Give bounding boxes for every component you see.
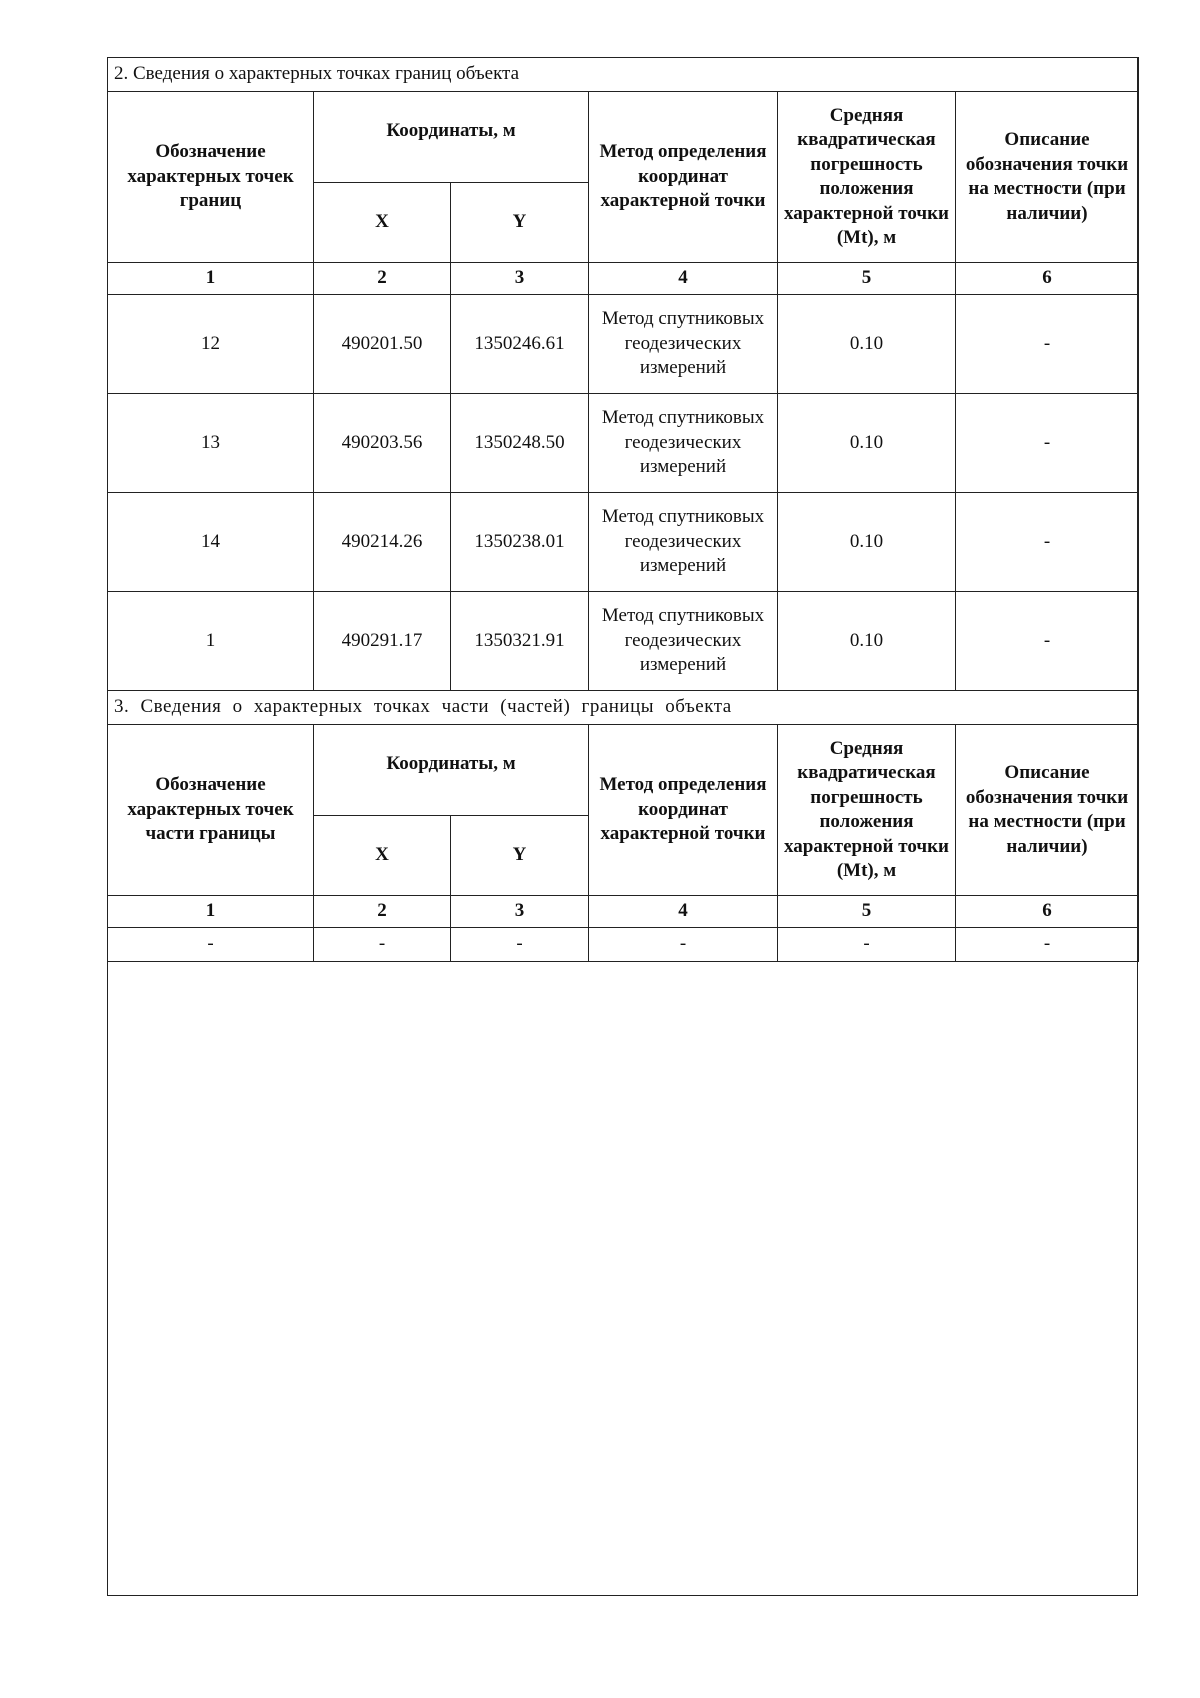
table-row xyxy=(108,295,1139,394)
header-description: Описание обозначения точки на местности (при наличии) xyxy=(956,92,1139,263)
point-id: - xyxy=(108,928,314,962)
coord-x: 490291.17 xyxy=(314,592,451,691)
description: - xyxy=(956,592,1139,691)
header-error: Средняя квадратическая погрешность положения характерной точки (Mt), м xyxy=(778,725,956,896)
method: Метод спутниковых геодезических измерений xyxy=(589,295,778,394)
coord-x: - xyxy=(314,928,451,962)
method: Метод спутниковых геодезических измерений xyxy=(589,493,778,592)
table-row xyxy=(108,592,1139,691)
col-number: 6 xyxy=(956,263,1139,295)
description: - xyxy=(956,493,1139,592)
col-number: 4 xyxy=(589,896,778,928)
col-number: 3 xyxy=(451,896,589,928)
coord-y: 1350248.50 xyxy=(451,394,589,493)
table-row xyxy=(108,928,1139,962)
method: - xyxy=(589,928,778,962)
col-number: 6 xyxy=(956,896,1139,928)
section-title: 2. Сведения о характерных точках границ объекта xyxy=(108,58,1139,92)
description: - xyxy=(956,928,1139,962)
error-mt: 0.10 xyxy=(778,295,956,394)
col-number: 1 xyxy=(108,263,314,295)
error-mt: 0.10 xyxy=(778,592,956,691)
header-error: Средняя квадратическая погрешность положения характерной точки (Mt), м xyxy=(778,92,956,263)
point-id: 12 xyxy=(108,295,314,394)
col-number: 3 xyxy=(451,263,589,295)
header-y: Y xyxy=(451,816,589,896)
header-coordinates: Координаты, м xyxy=(314,725,589,816)
header-description: Описание обозначения точки на местности (при наличии) xyxy=(956,725,1139,896)
error-mt: 0.10 xyxy=(778,394,956,493)
method: Метод спутниковых геодезических измерений xyxy=(589,592,778,691)
header-method: Метод определения координат характерной точки xyxy=(589,92,778,263)
coord-x: 490203.56 xyxy=(314,394,451,493)
col-number: 2 xyxy=(314,263,451,295)
header-designation: Обозначение характерных точек границ xyxy=(108,92,314,263)
section-title: 3. Сведения о характерных точках части (частей) границы объекта xyxy=(108,691,1139,725)
header-method: Метод определения координат характерной точки xyxy=(589,725,778,896)
coord-x: 490201.50 xyxy=(314,295,451,394)
error-mt: - xyxy=(778,928,956,962)
header-y: Y xyxy=(451,183,589,263)
method: Метод спутниковых геодезических измерений xyxy=(589,394,778,493)
header-designation: Обозначение характерных точек части границы xyxy=(108,725,314,896)
coord-y: 1350246.61 xyxy=(451,295,589,394)
header-coordinates: Координаты, м xyxy=(314,92,589,183)
col-number: 4 xyxy=(589,263,778,295)
point-id: 13 xyxy=(108,394,314,493)
coord-y: - xyxy=(451,928,589,962)
table-row xyxy=(108,493,1139,592)
coord-x: 490214.26 xyxy=(314,493,451,592)
description: - xyxy=(956,295,1139,394)
boundary-points-table xyxy=(107,57,1139,962)
point-id: 1 xyxy=(108,592,314,691)
col-number: 5 xyxy=(778,896,956,928)
col-number: 2 xyxy=(314,896,451,928)
description: - xyxy=(956,394,1139,493)
coord-y: 1350238.01 xyxy=(451,493,589,592)
error-mt: 0.10 xyxy=(778,493,956,592)
col-number: 1 xyxy=(108,896,314,928)
point-id: 14 xyxy=(108,493,314,592)
col-number: 5 xyxy=(778,263,956,295)
header-x: X xyxy=(314,183,451,263)
header-x: X xyxy=(314,816,451,896)
table-row xyxy=(108,394,1139,493)
coord-y: 1350321.91 xyxy=(451,592,589,691)
